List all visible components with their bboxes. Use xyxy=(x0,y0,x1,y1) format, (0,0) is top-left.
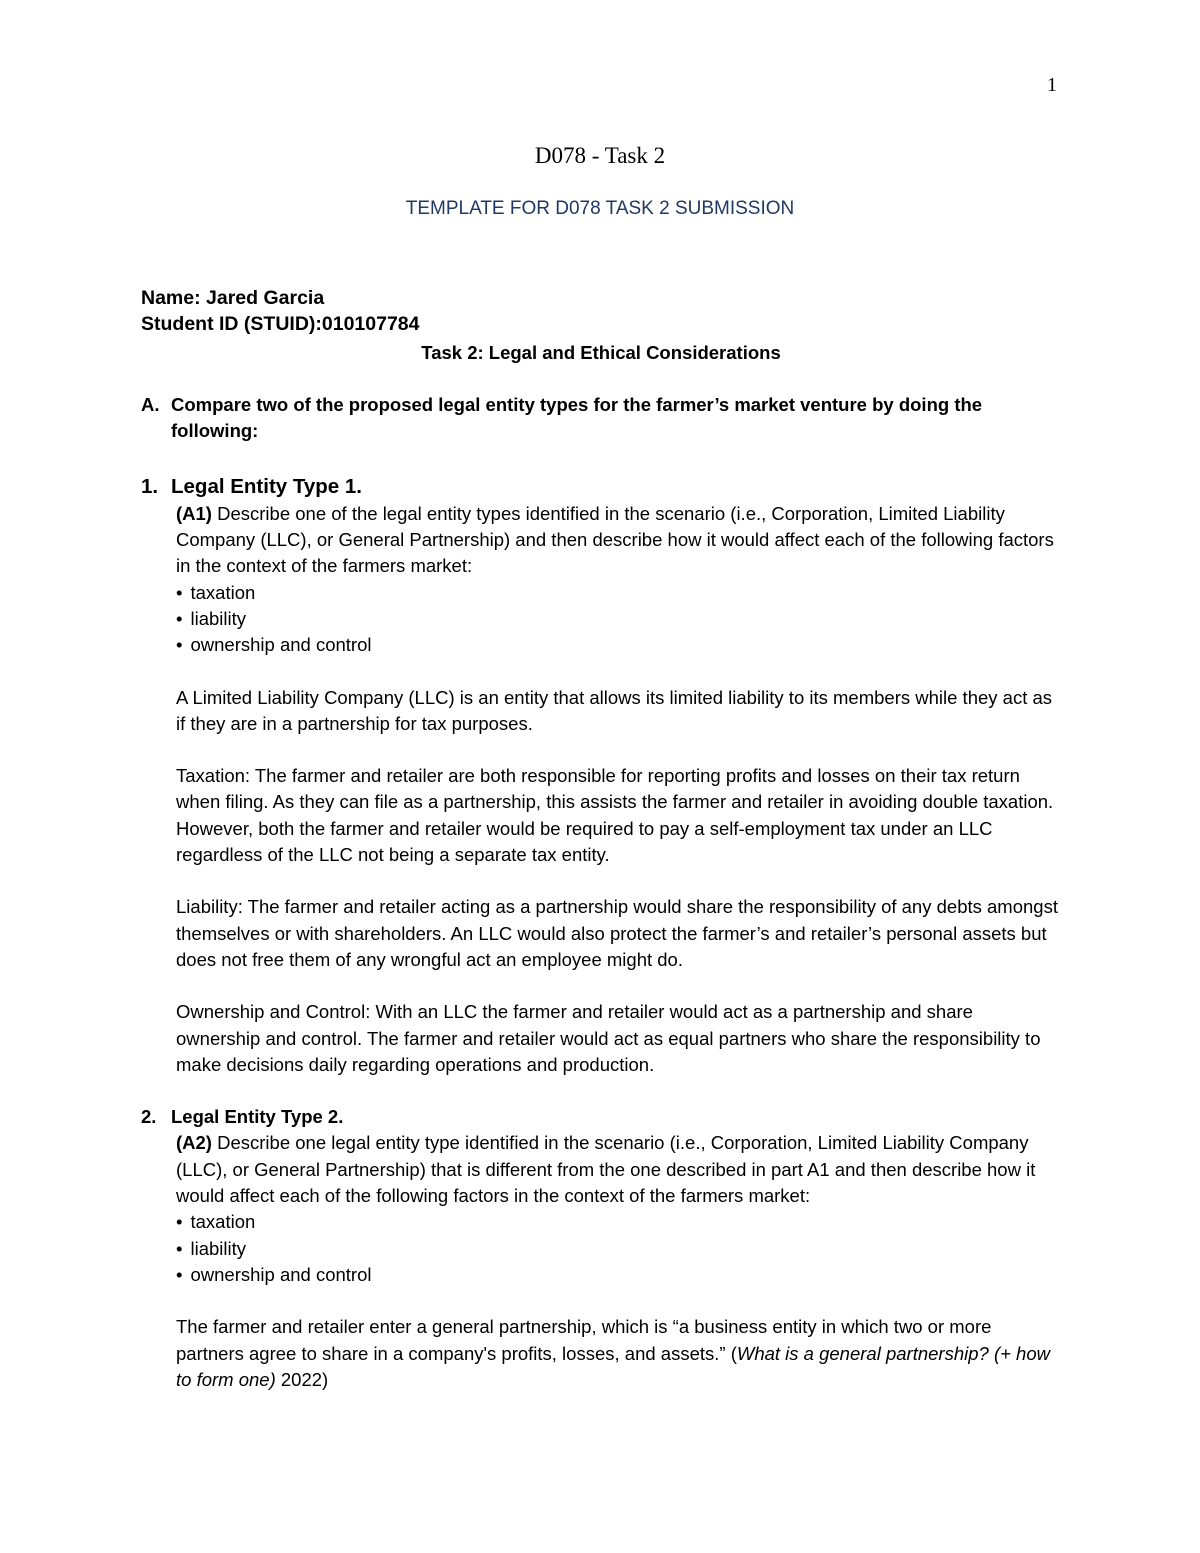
entity1-prompt xyxy=(176,501,1061,580)
entity1-prompt-label: (A1) xyxy=(176,502,212,524)
section-a-marker: A. xyxy=(141,393,160,415)
document-title: D078 - Task 2 xyxy=(534,143,666,168)
entity2-prompt xyxy=(176,1130,1061,1209)
entity2-bullet-ownership: • ownership and control xyxy=(176,1262,1061,1288)
document-body xyxy=(141,285,1061,1393)
entity2-heading-text: Legal Entity Type 2. xyxy=(171,1106,344,1128)
entity1-marker: 1. xyxy=(141,475,159,499)
entity1-bullet-taxation: • taxation xyxy=(176,580,1061,606)
section-a-text-line2: following: xyxy=(171,420,259,442)
entity2-intro-year: 2022) xyxy=(275,1368,329,1390)
section-a-text-line1: Compare two of the proposed legal entity types for the farmer’s market venture by doing the xyxy=(171,393,983,415)
entity2-marker: 2. xyxy=(141,1106,157,1128)
entity2-bullet-taxation: • taxation xyxy=(176,1209,1061,1235)
entity2-prompt-label: (A2) xyxy=(176,1132,212,1154)
student-name: Name: Jared Garcia xyxy=(141,287,325,309)
task-heading: Task 2: Legal and Ethical Considerations xyxy=(421,341,781,363)
template-subtitle: TEMPLATE FOR D078 TASK 2 SUBMISSION xyxy=(405,198,795,219)
entity1-taxation: Taxation: The farmer and retailer are both responsible for reporting profits and losses on their tax return when filing. As they can file as a partnership, this assists the farmer and retailer in avoiding double taxation. However, both the farmer and retailer would be required to pay a self-employment tax under an LLC regardless of the LLC not being a separate tax entity. xyxy=(176,765,1054,866)
entity1-ownership: Ownership and Control: With an LLC the farmer and retailer would act as a partnership and share ownership and control. The farmer and retailer would act as equal partners who share the responsibility to make decisions daily regarding operations and production. xyxy=(176,1001,1041,1075)
student-id: Student ID (STUID):010107784 xyxy=(141,313,420,336)
entity1-liability: Liability: The farmer and retailer acting as a partnership would share the responsibility of any debts amongst themselves or with shareholders. An LLC would also protect the farmer’s and retailer’s personal assets but does not free them of any wrongful act an employee might do. xyxy=(176,896,1058,970)
section-a xyxy=(141,392,1061,418)
page-number: 1 xyxy=(1047,74,1057,96)
entity1-intro: A Limited Liability Company (LLC) is an entity that allows its limited liability to its members while they act as if they are in a partnership for tax purposes. xyxy=(176,686,1053,734)
entity1-prompt-text: Describe one of the legal entity types identified in the scenario (i.e., Corporation, Limited Liability Company (LLC), or General Partnership) and then describe how it would affect each of the following factors in the context of the farmers market: xyxy=(176,502,1054,577)
entity2-prompt-text: Describe one legal entity type identified in the scenario (i.e., Corporation, Limited Liability Company (LLC), or General Partnership) that is different from the one described in part A1 and then describe how it would affect each of the following factors in the context of the farmers market: xyxy=(176,1132,1036,1207)
entity1-heading xyxy=(141,474,1061,500)
entity1-heading-text: Legal Entity Type 1. xyxy=(171,475,362,499)
entity2-intro xyxy=(176,1314,1061,1393)
entity2-intro-text: The farmer and retailer enter a general partnership, which is “a business entity in which two or more partners agree to share in a company's profits, losses, and assets.” ( xyxy=(176,1316,992,1364)
entity2-bullet-liability: • liability xyxy=(176,1236,1061,1262)
entity2-heading xyxy=(141,1104,1061,1130)
entity2-intro-citation: What is a general partnership? (+ how to form one) xyxy=(176,1342,1050,1390)
entity1-bullet-ownership: • ownership and control xyxy=(176,632,1061,658)
entity1-bullet-liability: • liability xyxy=(176,606,1061,632)
